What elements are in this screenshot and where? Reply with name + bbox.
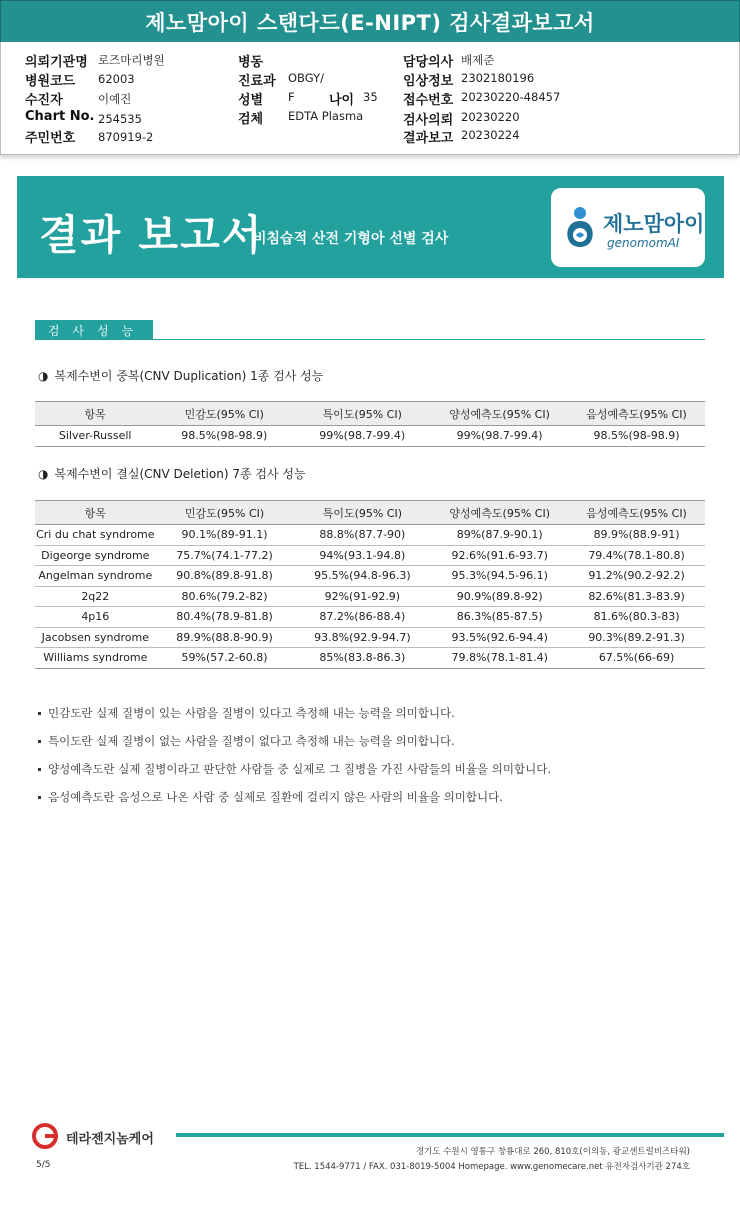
note-specificity: 특이도란 실제 질병이 없는 사람을 질병이 없다고 측정해 내는 능력을 의미합니다.	[38, 733, 455, 749]
page-number: 5/5	[36, 1160, 51, 1170]
table-cell: 86.3%(85-87.5)	[431, 607, 568, 628]
table-cell: 80.4%(78.9-81.8)	[156, 607, 294, 628]
info-doctor-value: 배제준	[461, 53, 495, 67]
table1-caption: ◑ 복제수변이 중복(CNV Duplication) 1종 검사 성능	[38, 369, 324, 383]
table-cell: Jacobsen syndrome	[35, 627, 156, 648]
report-title-bar	[0, 0, 740, 44]
logo-text: 제노맘아이	[603, 212, 705, 236]
info-clinical: 임상정보	[403, 74, 454, 89]
table-cell: 98.5%(98-98.9)	[568, 426, 705, 447]
table-cell: Cri du chat syndrome	[35, 525, 156, 546]
table-row	[35, 525, 705, 546]
info-resident-no-value: 870919-2	[98, 130, 154, 144]
table-cell: 79.4%(78.1-80.8)	[568, 545, 705, 566]
info-request-date-value: 20230220	[461, 110, 520, 124]
table-cell: 93.8%(92.9-94.7)	[293, 627, 431, 648]
col-header: 음성예측도(95% CI)	[568, 402, 705, 426]
info-chart-no-value: 254535	[98, 112, 142, 126]
note-npv: 음성예측도란 음성으로 나온 사람 중 실제로 질환에 걸리지 않은 사람의 비율을 의미합니다.	[38, 789, 503, 805]
info-report-date-value: 20230224	[461, 128, 520, 142]
section-divider	[35, 339, 705, 340]
col-header: 특이도(95% CI)	[293, 501, 431, 525]
theragen-logo-icon	[31, 1123, 65, 1149]
table-cell: 81.6%(80.3-83)	[568, 607, 705, 628]
result-banner	[17, 176, 724, 278]
table-cell: 2q22	[35, 586, 156, 607]
table-cell: Williams syndrome	[35, 648, 156, 669]
bullet-icon	[38, 796, 41, 799]
table-cell: 82.6%(81.3-83.9)	[568, 586, 705, 607]
table-cell: 90.3%(89.2-91.3)	[568, 627, 705, 648]
table-row	[35, 627, 705, 648]
info-receipt-no: 접수번호	[403, 93, 454, 108]
col-header: 음성예측도(95% CI)	[568, 501, 705, 525]
table-cell: Digeorge syndrome	[35, 545, 156, 566]
footer-address: 경기도 수원시 영통구 창룡대로 260, 810호(이의동, 광교센트럴비즈타워)	[415, 1147, 690, 1157]
table2-caption: ◑ 복제수변이 결실(CNV Deletion) 7종 검사 성능	[38, 467, 306, 481]
col-header: 양성예측도(95% CI)	[431, 402, 568, 426]
table-cell: 94%(93.1-94.8)	[293, 545, 431, 566]
table-cell: 87.2%(86-88.4)	[293, 607, 431, 628]
table-cell: 75.7%(74.1-77.2)	[156, 545, 294, 566]
info-ward: 병동	[238, 55, 264, 70]
info-age-value: 35	[363, 90, 378, 104]
table-cell: 59%(57.2-60.8)	[156, 648, 294, 669]
table-cell: 99%(98.7-99.4)	[293, 426, 431, 447]
table-cell: 95.5%(94.8-96.3)	[293, 566, 431, 587]
genomom-logo	[551, 188, 705, 267]
table-row	[35, 648, 705, 669]
logo-subtext: genomomAI	[607, 236, 680, 250]
table-cell: 85%(83.8-86.3)	[293, 648, 431, 669]
footer-brand: 테라젠지놈케어	[66, 1132, 154, 1147]
info-resident-no: 주민번호	[25, 131, 76, 146]
table-cell: 90.9%(89.8-92)	[431, 586, 568, 607]
table-cell: 89.9%(88.9-91)	[568, 525, 705, 546]
info-receipt-no-value: 20230220-48457	[461, 90, 561, 104]
col-header: 민감도(95% CI)	[155, 402, 293, 426]
bullet-icon	[38, 712, 41, 715]
info-report-date: 결과보고	[403, 131, 454, 146]
footer-divider	[176, 1133, 724, 1137]
info-hospital-code-value: 62003	[98, 72, 135, 86]
table-cell: 92.6%(91.6-93.7)	[431, 545, 568, 566]
table-cell: 90.1%(89-91.1)	[156, 525, 294, 546]
duplication-performance-table	[35, 401, 705, 447]
col-header: 항목	[35, 402, 155, 426]
table-row	[35, 566, 705, 587]
table-cell: 88.8%(87.7-90)	[293, 525, 431, 546]
patient-info-panel	[0, 42, 740, 155]
genomom-logo-icon	[563, 205, 597, 251]
table-cell: 91.2%(90.2-92.2)	[568, 566, 705, 587]
table-cell: 89%(87.9-90.1)	[431, 525, 568, 546]
info-department-value: OBGY/	[288, 71, 324, 85]
deletion-performance-table	[35, 500, 705, 669]
table-row	[35, 426, 705, 447]
info-hospital: 의뢰기관명	[25, 55, 88, 70]
table-cell: 4p16	[35, 607, 156, 628]
table-cell: 67.5%(66-69)	[568, 648, 705, 669]
note-sensitivity: 민감도란 실제 질병이 있는 사람을 질병이 있다고 측정해 내는 능력을 의미합니다.	[38, 705, 455, 721]
table-cell: Angelman syndrome	[35, 566, 156, 587]
info-clinical-value: 2302180196	[461, 71, 535, 85]
bullet-icon	[38, 740, 41, 743]
bullet-icon	[38, 768, 41, 771]
info-doctor: 담당의사	[403, 55, 454, 70]
col-header: 특이도(95% CI)	[293, 402, 431, 426]
info-hospital-value: 로즈마리병원	[98, 53, 165, 67]
info-department: 진료과	[238, 74, 276, 89]
info-specimen: 검체	[238, 112, 264, 127]
info-age: 나이	[329, 93, 355, 108]
table-cell: 80.6%(79.2-82)	[156, 586, 294, 607]
col-header: 양성예측도(95% CI)	[431, 501, 568, 525]
table-cell: Silver-Russell	[35, 426, 155, 447]
col-header: 항목	[35, 501, 156, 525]
table-row	[35, 545, 705, 566]
banner-title: 결과 보고서	[39, 211, 264, 259]
note-ppv: 양성예측도란 실제 질병이라고 판단한 사람들 중 실제로 그 질병을 가진 사람들의 비율을 의미합니다.	[38, 761, 551, 777]
table-row	[35, 607, 705, 628]
info-patient: 수진자	[25, 93, 63, 108]
half-circle-icon: ◑	[38, 369, 49, 383]
table-cell: 98.5%(98-98.9)	[155, 426, 293, 447]
footer-contact: TEL. 1544-9771 / FAX. 031-8019-5004 Homepage. www.genomecare.net 유전자검사기관 274호	[293, 1162, 690, 1172]
banner-subtitle: 비침습적 산전 기형아 선별 검사	[253, 231, 449, 247]
table-header-row	[35, 501, 705, 525]
table-cell: 79.8%(78.1-81.4)	[431, 648, 568, 669]
half-circle-icon: ◑	[38, 467, 49, 481]
section-tab-performance: 검사성능	[35, 320, 153, 340]
info-sex-value: F	[288, 90, 295, 104]
table-header-row	[35, 402, 705, 426]
info-patient-value: 이예진	[98, 92, 132, 106]
table-cell: 92%(91-92.9)	[293, 586, 431, 607]
info-chart-no: Chart No.	[25, 109, 95, 124]
info-hospital-code: 병원코드	[25, 74, 76, 89]
col-header: 민감도(95% CI)	[156, 501, 294, 525]
table-cell: 90.8%(89.8-91.8)	[156, 566, 294, 587]
table-cell: 99%(98.7-99.4)	[431, 426, 568, 447]
info-request-date: 검사의뢰	[403, 113, 454, 128]
table-cell: 95.3%(94.5-96.1)	[431, 566, 568, 587]
table-row	[35, 586, 705, 607]
table-cell: 93.5%(92.6-94.4)	[431, 627, 568, 648]
info-specimen-value: EDTA Plasma	[288, 109, 364, 123]
info-sex: 성별	[238, 93, 264, 108]
report-title: 제노맘아이 스탠다드(E-NIPT) 검사결과보고서	[145, 11, 595, 35]
table-cell: 89.9%(88.8-90.9)	[156, 627, 294, 648]
